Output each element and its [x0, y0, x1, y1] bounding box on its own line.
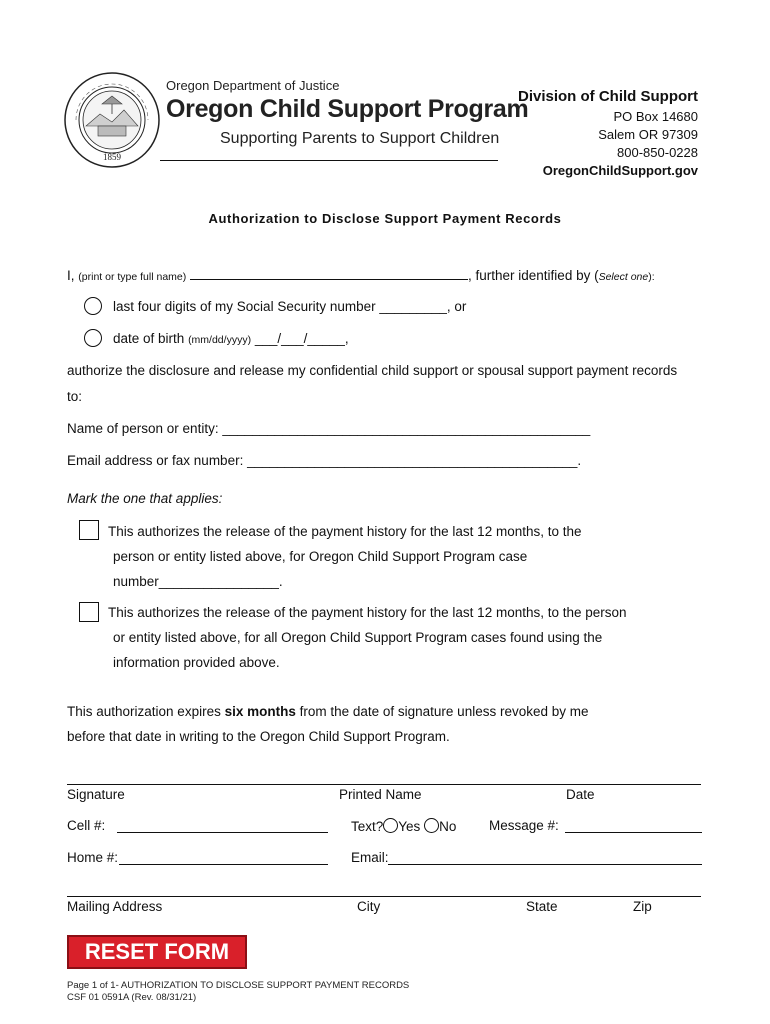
header-divider — [160, 160, 498, 161]
authorize-to: to: — [67, 389, 83, 404]
single-case-checkbox[interactable] — [79, 520, 99, 540]
home-field[interactable] — [119, 864, 328, 865]
ssn-radio[interactable] — [84, 297, 102, 315]
svg-text:1859: 1859 — [103, 152, 121, 162]
all-cases-checkbox[interactable] — [79, 602, 99, 622]
dob-option — [113, 331, 349, 346]
cell-field[interactable] — [117, 832, 328, 833]
recipient-name-field[interactable]: Name of person or entity: _________________________________________________ — [67, 421, 591, 436]
division-address-block — [518, 88, 698, 180]
email-field[interactable] — [388, 864, 702, 865]
dob-label: date of birth — [113, 331, 185, 346]
agency-program-name: Oregon Child Support Program — [166, 95, 529, 123]
all-cases-text-3: information provided above. — [113, 655, 280, 670]
select-one-hint: Select one — [598, 271, 649, 283]
text-consent — [351, 818, 456, 834]
agency-department: Oregon Department of Justice — [166, 78, 340, 93]
reset-form-button[interactable]: RESET FORM — [67, 935, 247, 969]
form-title: Authorization to Disclose Support Payment Records — [208, 211, 562, 226]
address-line[interactable] — [67, 896, 701, 897]
select-one-close: ): — [648, 271, 655, 283]
city-label: City — [357, 899, 381, 914]
text-question: Text? — [351, 819, 384, 834]
all-cases-text-2: or entity listed above, for all Oregon Child Support Program cases found using the — [113, 630, 603, 645]
message-field[interactable] — [565, 832, 702, 833]
text-yes-radio[interactable] — [383, 818, 398, 833]
single-case-text-2: person or entity listed above, for Oregon Child Support Program case — [113, 549, 528, 564]
zip-label: Zip — [633, 899, 652, 914]
expiry-text-2: before that date in writing to the Oregon Child Support Program. — [67, 729, 450, 744]
mark-one-instruction: Mark the one that applies: — [67, 491, 223, 506]
dob-blank[interactable]: ___/___/_____, — [254, 331, 349, 346]
single-case-text-1: This authorizes the release of the payment history for the last 12 months, to the — [108, 524, 582, 539]
intro-i: I, — [67, 268, 75, 283]
signature-line[interactable] — [67, 784, 701, 785]
division-website: OregonChildSupport.gov — [542, 163, 698, 178]
authorize-text: authorize the disclosure and release my confidential child support or spousal support payment records — [67, 363, 678, 378]
division-po-box: PO Box 14680 — [613, 109, 698, 124]
message-label: Message #: — [489, 818, 559, 833]
agency-tagline: Supporting Parents to Support Children — [220, 130, 500, 147]
cell-label: Cell #: — [67, 818, 106, 833]
mailing-address-label: Mailing Address — [67, 899, 163, 914]
text-no-label: No — [439, 819, 457, 834]
case-number-field[interactable]: number________________. — [113, 574, 283, 589]
signature-label: Signature — [67, 787, 125, 802]
dob-radio[interactable] — [84, 329, 102, 347]
expiry-text — [67, 704, 589, 719]
footer-page-info: Page 1 of 1- AUTHORIZATION TO DISCLOSE SUPPORT PAYMENT RECORDS — [67, 980, 410, 991]
full-name-field[interactable] — [190, 267, 468, 280]
email-label: Email: — [351, 850, 389, 865]
intro-suffix: , further identified by ( — [468, 268, 599, 283]
home-label: Home #: — [67, 850, 119, 865]
dob-format-hint: (mm/dd/yyyy) — [188, 334, 252, 346]
all-cases-text-1: This authorizes the release of the payment history for the last 12 months, to the person — [108, 605, 627, 620]
division-title: Division of Child Support — [518, 88, 698, 105]
expiry-pre: This authorization expires — [67, 704, 225, 719]
oregon-state-seal — [62, 70, 162, 170]
division-city: Salem OR 97309 — [598, 127, 698, 142]
ssn-option-label: last four digits of my Social Security number _________, or — [113, 299, 467, 314]
footer-form-code: CSF 01 0591A (Rev. 08/31/21) — [67, 992, 197, 1003]
printed-name-label: Printed Name — [339, 787, 422, 802]
date-label: Date — [566, 787, 595, 802]
text-no-radio[interactable] — [424, 818, 439, 833]
full-name-hint: (print or type full name) — [78, 271, 187, 283]
expiry-duration: six months — [224, 704, 296, 719]
division-phone: 800-850-0228 — [617, 145, 698, 160]
recipient-email-fax-field[interactable]: Email address or fax number: ____________________________________________. — [67, 453, 582, 468]
text-yes-label: Yes — [398, 819, 421, 834]
expiry-post: from the date of signature unless revoked by me — [295, 704, 589, 719]
page-footer — [67, 980, 409, 1004]
intro-line — [67, 267, 655, 283]
state-label: State — [526, 899, 558, 914]
